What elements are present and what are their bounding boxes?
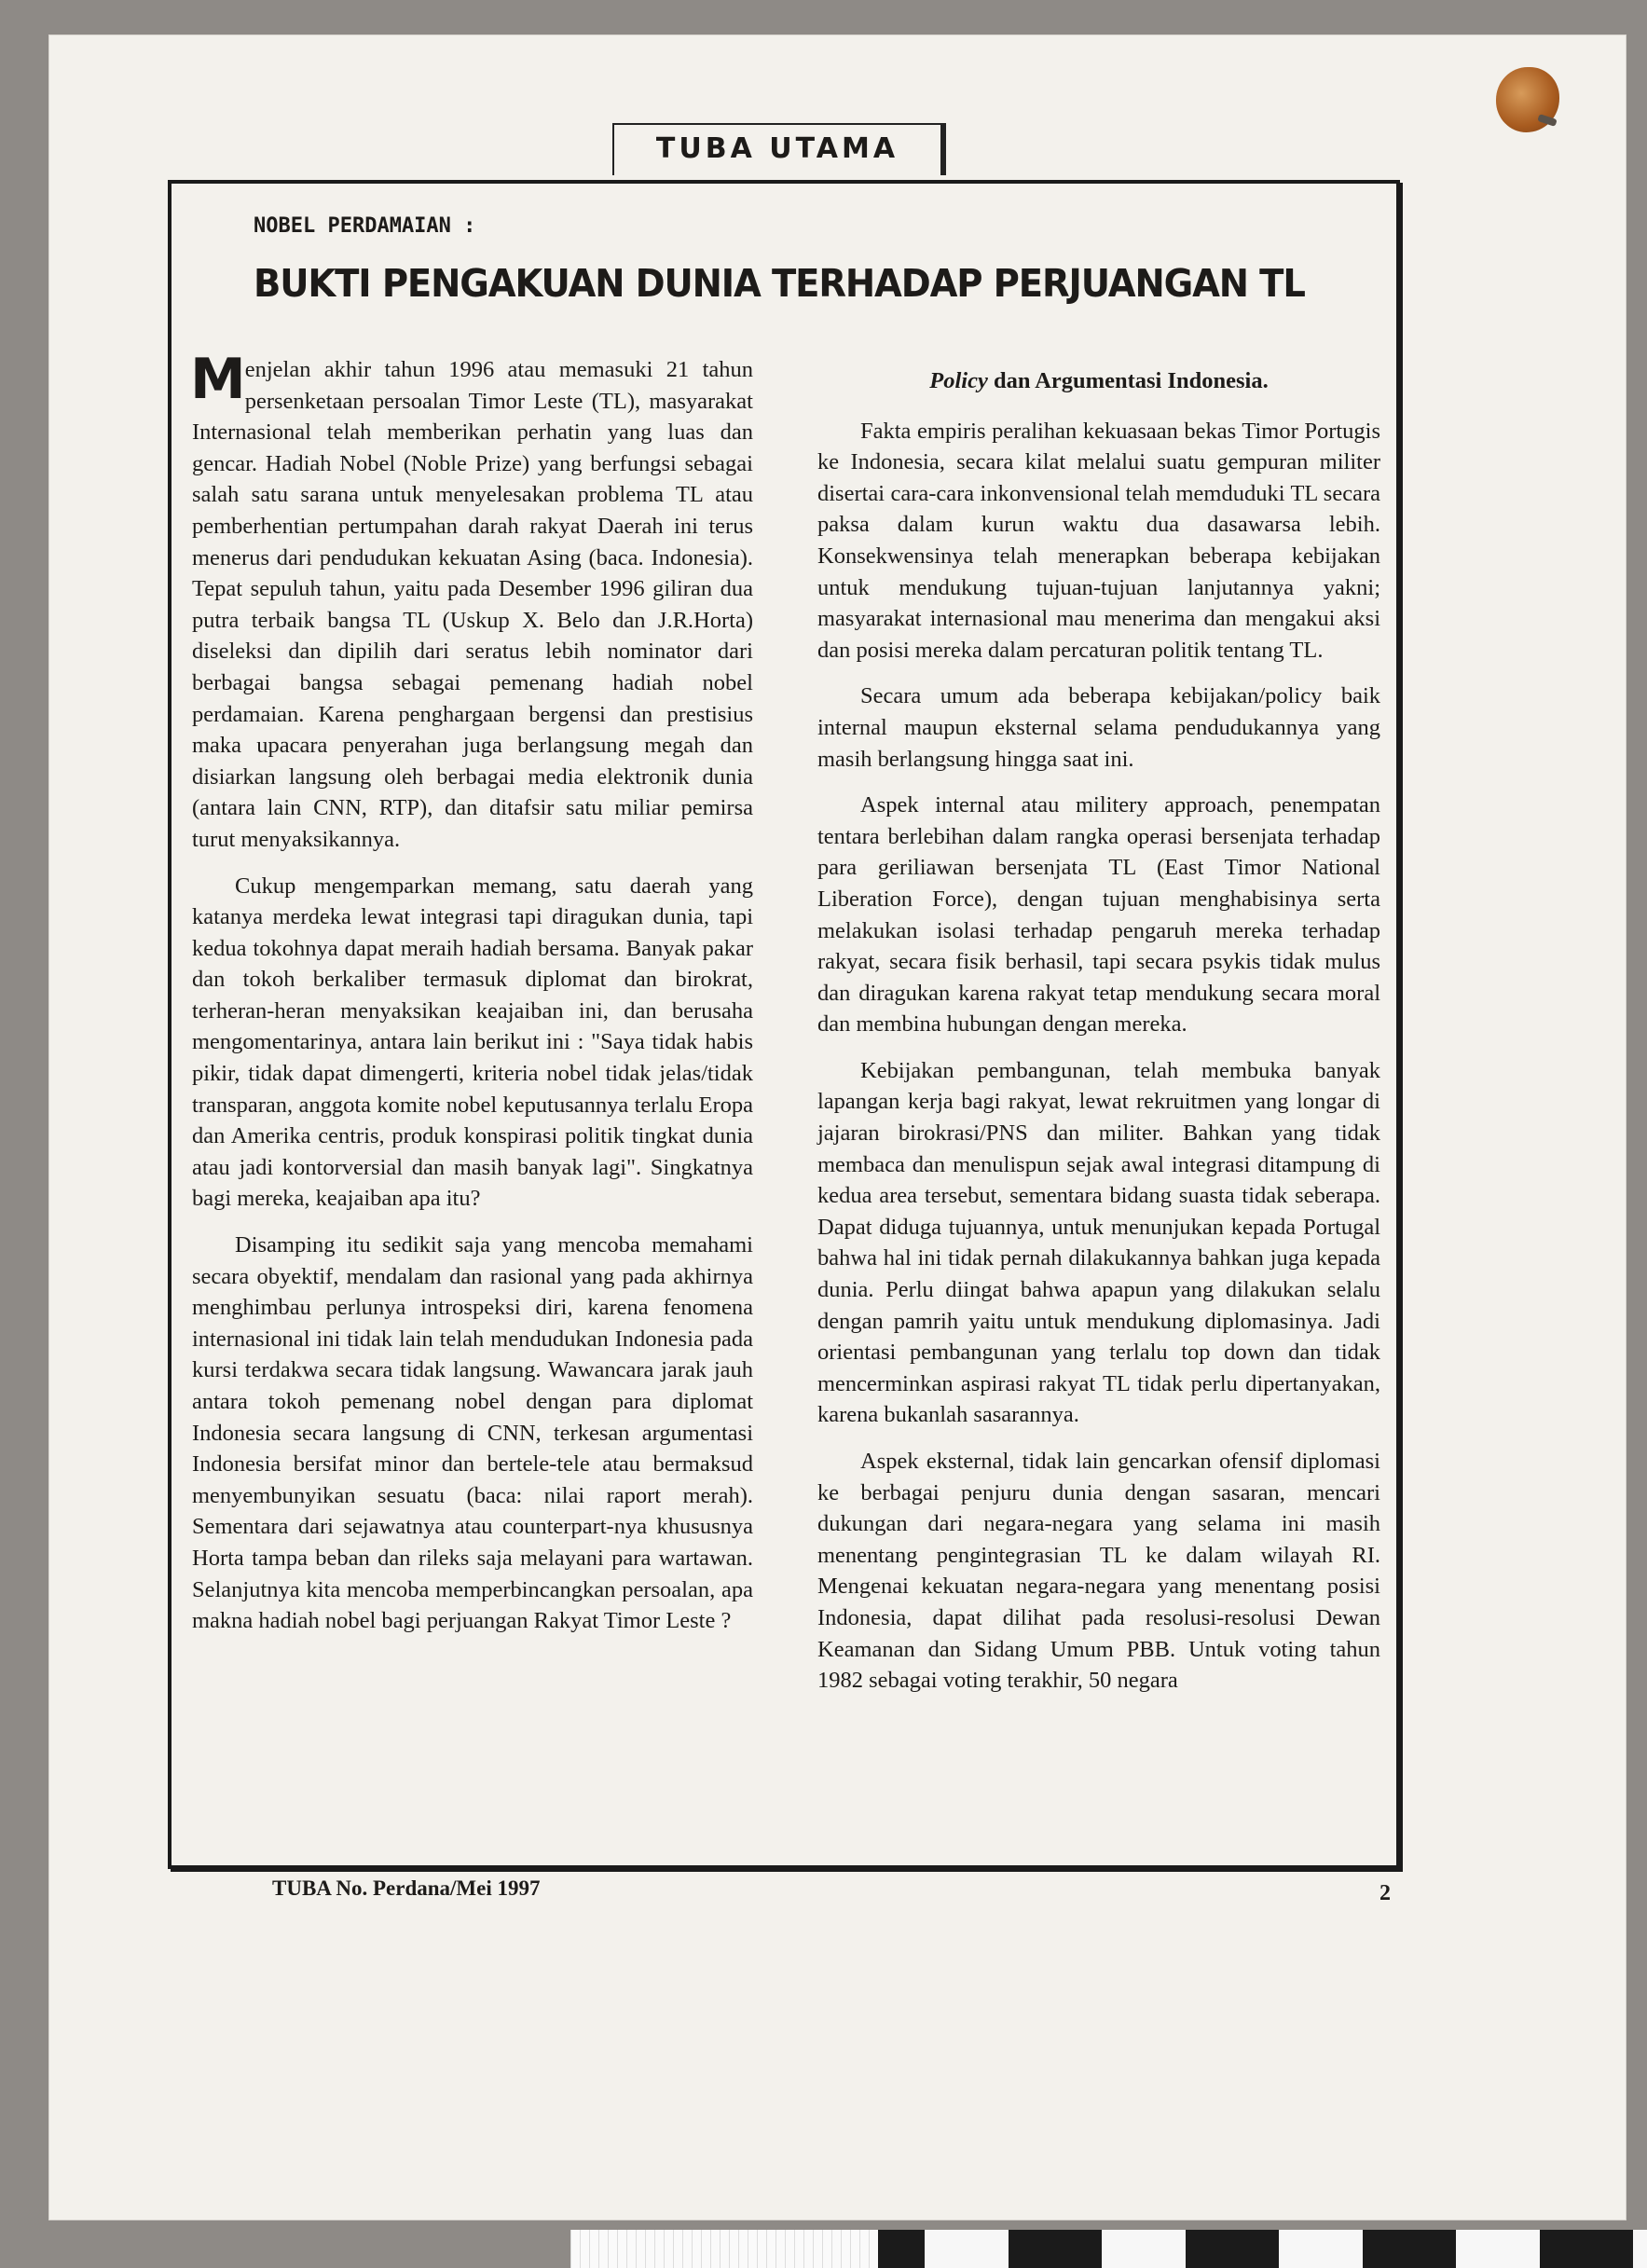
left-paragraph-1: Menjelan akhir tahun 1996 atau memasuki 21 tahun persenketaan persoalan Timor Leste (TL), masyarakat Internasional telah memberikan perhatin yang luas dan gencar. Hadiah Nobel (Noble Prize) yang berfungsi sebagai salah satu sarana untuk menyelesakan problema TL atau pemberhentian pertumpahan darah rakyat Daerah ini terus menerus dari pendudukan kekuatan Asing (baca. Indonesia). Tepat sepuluh tahun, yaitu pada Desember 1996 giliran dua putra terbaik bangsa TL (Uskup X. Belo dan J.R.Horta) diseleksi dan dipilih dari seratus lebih nominator dari berbagai bangsa sebagai pemenang hadiah nobel perdamaian. Karena penghargaan bergensi dan prestisius maka upacara penyerahan juga berlangsung megah dan disiarkan langsung oleh berbagai media elektronik dunia (antara lain CNN, RTP), dan ditafsir satu miliar pemirsa turut menyaksikannya. <box>190 347 753 852</box>
section-tab <box>612 123 946 175</box>
article-headline: BUKTI PENGAKUAN DUNIA TERHADAP PERJUANGAN TL <box>254 261 1305 306</box>
drop-cap: M <box>190 347 243 412</box>
right-paragraph-2: Secara umum ada beberapa kebijakan/policy baik internal maupun eksternal selama pendudukannya yang masih berlangsung hingga saat ini. <box>817 683 1380 772</box>
right-paragraph-4: Kebijakan pembangunan, telah membuka banyak lapangan kerja bagi rakyat, lewat rekruitmen yang longar di jajaran birokrasi/PNS dan militer. Bahkan yang tidak membaca dan menulispun sejak awal integrasi ditampung di kedua area tersebut, sementara bidang suasta tidak seberapa. Dapat diduga tujuannya, untuk menunjukan kepada Portugal bahwa hal ini tidak pernah dilakukannya bahkan juga kepada dunia. Perlu diingat bahwa apapun yang dilakukan selalu dengan pamrih yaitu untuk mendukung diplomasinya. Jadi orientasi pembangunan yang terlalu top down dan tidak mencerminkan aspirasi rakyat TL tidak perlu dipertanyakan, karena bukanlah sasarannya. <box>817 1057 1380 1428</box>
right-paragraph-3: Aspek internal atau militery approach, penempatan tentara berlebihan dalam rangka operasi bersenjata terhadap para geriliawan bersenjata TL (East Timor National Liberation Force), dengan tujuan menghabisinya serta melakukan isolasi terhadap pengaruh mereka terhadap rakyat, secara fisik berhasil, tapi secara psykis tidak mulus dan diragukan karena rakyat tetap mendukung secara moral dan membina hubungan dengan mereka. <box>817 792 1380 1038</box>
right-subhead: Policy dan Argumentasi Indonesia. <box>929 368 1269 393</box>
subhead-italic: Policy <box>929 368 988 393</box>
section-tab-label: TUBA UTAMA <box>655 132 899 165</box>
article-kicker: NOBEL PERDAMAIAN : <box>254 214 476 238</box>
scale-ruler-ticks <box>570 2230 878 2268</box>
left-paragraph-3: Disamping itu sedikit saja yang mencoba memahami secara obyektif, mendalam dan rasional yang pada akhirnya menghimbau perlunya introspeksi diri, karena fenomena internasional ini tidak lain telah mendudukan Indonesia pada kursi terdakwa secara tidak langsung. Wawancara jarak jauh antara tokoh pemenang nobel dengan para diplomat Indonesia secara langsung di CNN, terkesan argumentasi Indonesia bersifat minor dan bertele-tele atau bermaksud menyembunyikan sesuatu (baca: nilai raport merah). Sementara dari sejawatnya atau counterpart-nya khususnya Horta tampa beban dan rileks saja melayani para wartawan. Selanjutnya kita mencoba memperbincangkan persoalan, apa makna hadiah nobel bagi perjuangan Rakyat Timor Leste ? <box>192 1232 753 1634</box>
page-number: 2 <box>1379 1881 1391 1905</box>
left-column <box>190 347 753 1652</box>
right-column <box>817 365 1380 1711</box>
issue-footer: TUBA No. Perdana/Mei 1997 <box>272 1876 541 1900</box>
right-paragraph-5: Aspek eksternal, tidak lain gencarkan ofensif diplomasi ke berbagai penjuru dunia dengan sasaran, mencari dukungan dari negara-negara yang selama ini masih menentang pengintegrasian TL ke dalam wilayah RI. Mengenai kekuatan negara-negara yang menentang posisi Indonesia, dapat dilihat pada resolusi-resolusi Dewan Keamanan dan Sidang Umum PBB. Untuk voting tahun 1982 sebagai voting terakhir, 50 negara <box>817 1449 1380 1694</box>
right-paragraph-1: Fakta empiris peralihan kekuasaan bekas Timor Portugis ke Indonesia, secara kilat melalui suatu gempuran militer disertai cara-cara inkonvensional telah memduduki TL secara paksa dalam kurun waktu dua dasawarsa lebih. Konsekwensinya telah menerapkan beberapa kebijakan untuk mendukung tujuan-tujuan lanjutannya yakni; masyarakat internasional mau menerima dan mengakui aksi dan posisi mereka dalam percaturan politik tentang TL. <box>817 418 1380 663</box>
left-paragraph-2: Cukup mengemparkan memang, satu daerah yang katanya merdeka lewat integrasi tapi diragukan dunia, tapi kedua tokohnya dapat meraih hadiah bersama. Banyak pakar dan tokoh berkaliber termasuk diplomat dan birokrat, terheran-heran menyaksikan keajaiban ini, dan berusaha mengomentarinya, antara lain berikut ini : "Saya tidak habis pikir, tidak dapat dimengerti, kriteria nobel tidak jelas/tidak transparan, anggota komite nobel keputusannya terlalu Eropa dan Amerika centris, produk konspirasi politik tingkat dunia atau jadi kontorversial dan masih banyak lagi". Singkatnya bagi mereka, keajaiban apa itu? <box>192 873 753 1212</box>
